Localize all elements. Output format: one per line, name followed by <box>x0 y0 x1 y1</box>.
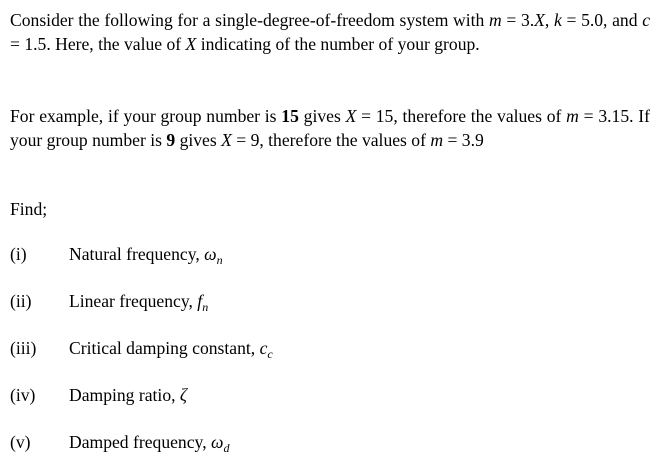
group-variable-symbol: X <box>345 106 357 126</box>
item-text <box>69 242 223 272</box>
group-variable-symbol: X <box>221 130 232 150</box>
item-label: Natural frequency, <box>69 244 205 264</box>
example-text: gives <box>175 130 222 150</box>
item-symbol: f <box>197 291 203 311</box>
item-label: Linear frequency, <box>69 291 198 311</box>
item-text <box>69 430 229 460</box>
problem-statement <box>10 8 650 56</box>
damping-symbol: c <box>642 10 651 30</box>
item-text <box>69 336 273 366</box>
example-group-number: 9 <box>166 130 176 150</box>
stiffness-symbol: k <box>554 10 562 30</box>
example-text: = 3.9 <box>443 130 484 150</box>
statement-text: = 3. <box>501 10 535 30</box>
statement-text: indicating of the number of your group. <box>196 34 480 54</box>
item-number: (ii) <box>10 291 32 311</box>
group-variable-symbol: X <box>534 10 545 30</box>
example-text: = 9, therefore the values of <box>231 130 431 150</box>
example-paragraph <box>10 104 650 152</box>
item-subscript: c <box>267 347 273 361</box>
item-symbol: ζ <box>179 385 188 405</box>
item-number: (iii) <box>10 338 37 358</box>
statement-text: , <box>544 10 554 30</box>
example-text: = 15, therefore the values of <box>356 106 567 126</box>
item-number: (iv) <box>10 385 36 405</box>
statement-text: = 1.5. Here, the value of <box>10 34 186 54</box>
mass-symbol: m <box>430 130 444 150</box>
find-heading: Find; <box>10 199 48 219</box>
item-subscript: n <box>202 300 209 314</box>
item-symbol: c <box>259 338 268 358</box>
item-label: Critical damping constant, <box>69 338 260 358</box>
item-subscript: d <box>223 441 230 455</box>
group-variable-symbol: X <box>185 34 197 54</box>
example-group-number: 15 <box>281 106 299 126</box>
statement-text: = 5.0, and <box>561 10 643 30</box>
item-number: (v) <box>10 432 31 452</box>
mass-symbol: m <box>489 10 502 30</box>
example-text: gives <box>298 106 346 126</box>
mass-symbol: m <box>566 106 579 126</box>
example-text: For example, if your group number is <box>10 106 282 126</box>
example-text: = 3.15. If your group number is <box>10 106 650 150</box>
item-text <box>69 289 208 319</box>
item-label: Damped frequency, <box>69 432 211 452</box>
item-text <box>69 383 187 413</box>
item-symbol: ω <box>204 244 217 264</box>
statement-text: Consider the following for a single-degree-of-freedom system with <box>10 10 489 30</box>
item-subscript: n <box>216 253 223 267</box>
item-number: (i) <box>10 244 27 264</box>
item-symbol: ω <box>211 432 224 452</box>
item-label: Damping ratio, <box>69 385 180 405</box>
